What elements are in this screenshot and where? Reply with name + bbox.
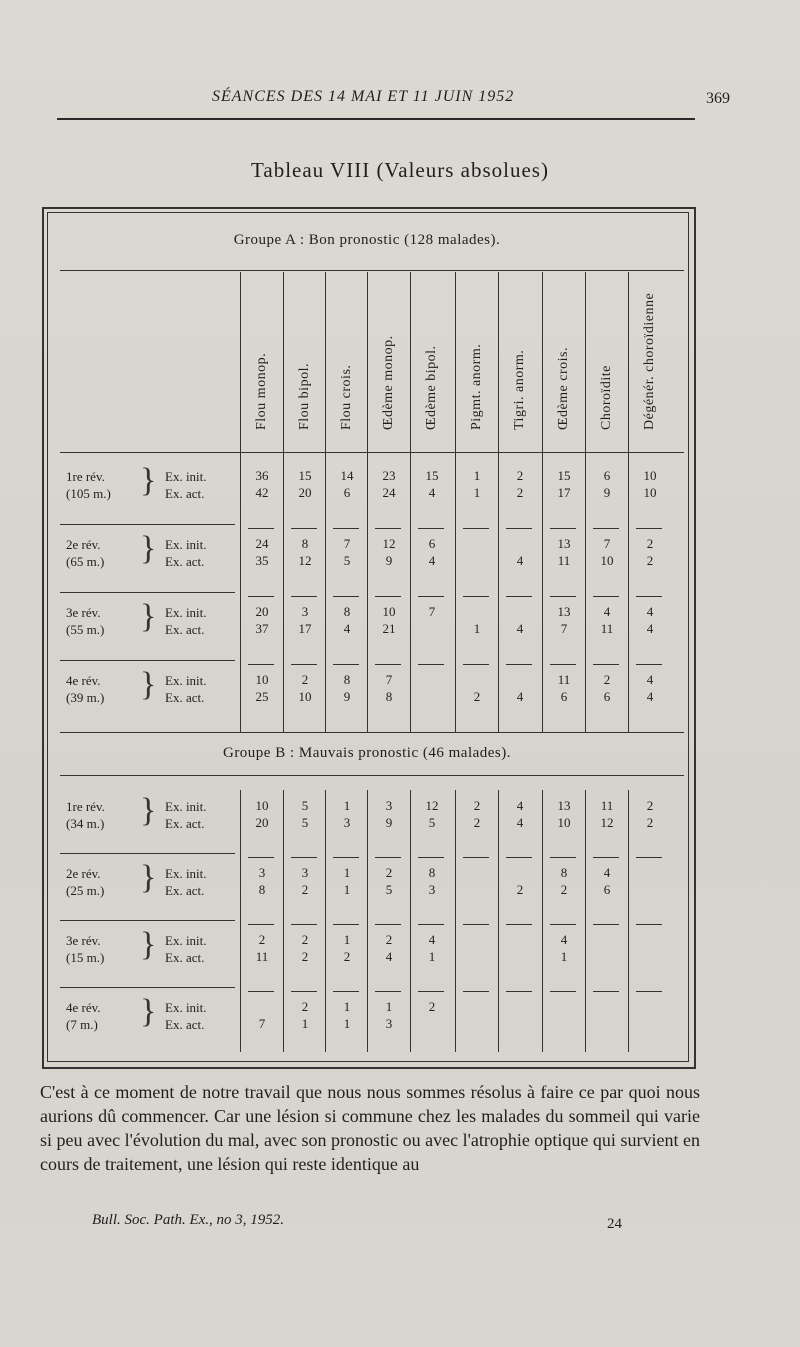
- column-dash: [636, 528, 662, 529]
- column-dash: [506, 664, 532, 665]
- cell-value-initial: 2: [646, 798, 654, 813]
- column-separator: [367, 790, 368, 1052]
- cell-value-current: 17: [298, 621, 312, 636]
- cell-value-initial: 1: [473, 468, 481, 483]
- column-dash: [418, 528, 444, 529]
- cell-value-current: 10: [557, 815, 571, 830]
- brace-glyph: }: [140, 993, 157, 1030]
- column-header-label: Choroïdite: [598, 365, 614, 430]
- column-dash: [463, 924, 489, 925]
- column-header-label: Œdème monop.: [380, 335, 396, 430]
- exam-initial-label: Ex. init.: [165, 469, 207, 484]
- column-dash: [418, 991, 444, 992]
- group-b-title: Groupe B : Mauvais pronostic (46 malades).: [222, 745, 512, 761]
- exam-labels: [165, 672, 207, 706]
- cell-value-current: 7: [560, 621, 568, 636]
- revision-patient-count: (15 m.): [66, 950, 105, 965]
- column-dash: [333, 528, 359, 529]
- column-dash: [375, 924, 401, 925]
- cell-value-initial: 12: [382, 536, 396, 551]
- cell-value-current: 2: [516, 485, 524, 500]
- group-a-title: Groupe A : Bon pronostic (128 malades).: [233, 232, 501, 248]
- column-dash: [375, 991, 401, 992]
- exam-current-label: Ex. act.: [165, 950, 205, 965]
- cell-value-initial: 4: [516, 798, 524, 813]
- cell-value-initial: 2: [258, 932, 266, 947]
- column-header: [410, 272, 453, 452]
- cell-value-current: 12: [298, 553, 312, 568]
- exam-labels: [165, 604, 207, 638]
- cell-value-initial: 4: [603, 604, 611, 619]
- cell-value-current: 3: [343, 815, 351, 830]
- cell-value-current: 4: [428, 553, 436, 568]
- cell-value-current: 1: [343, 882, 351, 897]
- cell-value-current: 5: [301, 815, 309, 830]
- group-b-revision-label: [66, 999, 101, 1033]
- cell-value-current: 11: [557, 553, 571, 568]
- cell-value-current: 7: [258, 1016, 266, 1031]
- column-dash: [593, 924, 619, 925]
- cell-value-current: 4: [516, 689, 524, 704]
- footer-signature-number: 24: [607, 1216, 622, 1232]
- cell-value-current: 1: [428, 949, 436, 964]
- exam-labels: [165, 468, 207, 502]
- exam-current-label: Ex. act.: [165, 883, 205, 898]
- cell-value-current: 3: [385, 1016, 393, 1031]
- cell-value-current: 2: [301, 882, 309, 897]
- cell-value-initial: 13: [557, 536, 571, 551]
- cell-value-initial: 23: [382, 468, 396, 483]
- exam-initial-label: Ex. init.: [165, 866, 207, 881]
- exam-initial-label: Ex. init.: [165, 1000, 207, 1015]
- cell-value-initial: 11: [600, 798, 614, 813]
- exam-current-label: Ex. act.: [165, 622, 205, 637]
- cell-value-current: 1: [473, 621, 481, 636]
- column-dash: [291, 596, 317, 597]
- column-dash: [375, 596, 401, 597]
- cell-value-initial: 10: [255, 672, 269, 687]
- group-b-revision-label: [66, 932, 104, 966]
- cell-value-current: 1: [301, 1016, 309, 1031]
- column-dash: [550, 924, 576, 925]
- exam-initial-label: Ex. init.: [165, 537, 207, 552]
- cell-value-current: 4: [516, 815, 524, 830]
- revision-name: 3e rév.: [66, 605, 101, 620]
- column-dash: [418, 596, 444, 597]
- cell-value-current: 10: [298, 689, 312, 704]
- cell-value-initial: 13: [557, 604, 571, 619]
- cell-value-current: 9: [603, 485, 611, 500]
- cell-value-initial: 3: [385, 798, 393, 813]
- column-dash: [463, 991, 489, 992]
- revision-patient-count: (34 m.): [66, 816, 105, 831]
- cell-value-current: 8: [258, 882, 266, 897]
- column-dash: [550, 596, 576, 597]
- column-header-label: Tigri. anorm.: [511, 349, 527, 430]
- cell-value-current: 2: [646, 553, 654, 568]
- row-separator: [60, 853, 235, 854]
- cell-value-initial: 8: [343, 672, 351, 687]
- column-dash: [463, 664, 489, 665]
- cell-value-current: 4: [646, 689, 654, 704]
- cell-value-initial: 1: [343, 798, 351, 813]
- column-header: [455, 272, 498, 452]
- column-separator: [240, 790, 241, 1052]
- column-header: [367, 272, 410, 452]
- column-dash: [375, 528, 401, 529]
- column-dash: [333, 991, 359, 992]
- cell-value-initial: 1: [343, 865, 351, 880]
- cell-value-current: 2: [301, 949, 309, 964]
- cell-value-current: 20: [255, 815, 269, 830]
- exam-labels: [165, 999, 207, 1033]
- cell-value-current: 4: [428, 485, 436, 500]
- cell-value-initial: 3: [301, 604, 309, 619]
- cell-value-initial: 2: [516, 468, 524, 483]
- cell-value-initial: 3: [301, 865, 309, 880]
- column-header: [283, 272, 326, 452]
- cell-value-current: 42: [255, 485, 269, 500]
- cell-value-current: 4: [646, 621, 654, 636]
- cell-value-current: 2: [560, 882, 568, 897]
- body-paragraph: C'est à ce moment de notre travail que nous nous sommes résolus à faire ce par quoi nous aurions dû commencer. Car une lésion si commune chez les malades du sommeil qui varie si peu avec l'évolution du mal, avec son pronostic ou avec l'atrophie optique qui survient en cours de traitement, une lésion qui reste identique au: [40, 1082, 700, 1174]
- column-dash: [291, 528, 317, 529]
- revision-name: 1re rév.: [66, 469, 105, 484]
- column-dash: [636, 857, 662, 858]
- column-dash: [550, 991, 576, 992]
- cell-value-current: 8: [385, 689, 393, 704]
- column-separator: [542, 790, 543, 1052]
- group-a-revision-label: [66, 604, 104, 638]
- cell-value-initial: 10: [255, 798, 269, 813]
- cell-value-initial: 7: [603, 536, 611, 551]
- group-b-revision-label: [66, 798, 105, 832]
- column-dash: [506, 924, 532, 925]
- column-header-label: Flou monop.: [253, 352, 269, 430]
- exam-current-label: Ex. act.: [165, 1017, 205, 1032]
- row-separator: [60, 920, 235, 921]
- column-dash: [550, 528, 576, 529]
- cell-value-initial: 20: [255, 604, 269, 619]
- exam-initial-label: Ex. init.: [165, 799, 207, 814]
- cell-value-initial: 5: [301, 798, 309, 813]
- group-a-revision-label: [66, 468, 111, 502]
- cell-value-current: 4: [516, 621, 524, 636]
- column-dash: [291, 924, 317, 925]
- column-header: [325, 272, 368, 452]
- column-dash: [636, 664, 662, 665]
- revision-patient-count: (25 m.): [66, 883, 105, 898]
- column-header: [240, 272, 283, 452]
- cell-value-current: 2: [516, 882, 524, 897]
- cell-value-current: 1: [560, 949, 568, 964]
- cell-value-current: 11: [600, 621, 614, 636]
- brace-glyph: }: [140, 530, 157, 567]
- column-separator: [283, 790, 284, 1052]
- cell-value-current: 3: [428, 882, 436, 897]
- column-dash: [506, 528, 532, 529]
- column-dash: [636, 924, 662, 925]
- column-dash: [248, 528, 274, 529]
- column-dash: [463, 596, 489, 597]
- revision-patient-count: (7 m.): [66, 1017, 98, 1032]
- cell-value-current: 2: [473, 815, 481, 830]
- row-separator: [60, 524, 235, 525]
- column-dash: [333, 664, 359, 665]
- footer-citation: Bull. Soc. Path. Ex., no 3, 1952.: [92, 1212, 285, 1228]
- cell-value-initial: 2: [646, 536, 654, 551]
- cell-value-initial: 15: [298, 468, 312, 483]
- column-dash: [291, 857, 317, 858]
- column-dash: [418, 664, 444, 665]
- cell-value-initial: 4: [603, 865, 611, 880]
- cell-value-current: 20: [298, 485, 312, 500]
- cell-value-current: 1: [473, 485, 481, 500]
- column-header-label: Œdème bipol.: [423, 345, 439, 430]
- row-separator: [60, 592, 235, 593]
- cell-value-initial: 10: [382, 604, 396, 619]
- cell-value-initial: 8: [560, 865, 568, 880]
- group-b-revision-label: [66, 865, 104, 899]
- revision-name: 2e rév.: [66, 537, 101, 552]
- revision-patient-count: (65 m.): [66, 554, 105, 569]
- cell-value-initial: 12: [425, 798, 439, 813]
- cell-value-current: 24: [382, 485, 396, 500]
- running-head-title: SÉANCES DES 14 MAI ET 11 JUIN 1952: [212, 88, 515, 105]
- column-header: [628, 272, 671, 452]
- group-a-revision-label: [66, 672, 104, 706]
- column-dash: [593, 596, 619, 597]
- cell-value-initial: 4: [428, 932, 436, 947]
- column-dash: [506, 991, 532, 992]
- cell-value-initial: 24: [255, 536, 269, 551]
- exam-current-label: Ex. act.: [165, 554, 205, 569]
- cell-value-initial: 2: [428, 999, 436, 1014]
- revision-name: 1re rév.: [66, 799, 105, 814]
- revision-name: 4e rév.: [66, 1000, 101, 1015]
- cell-value-initial: 4: [560, 932, 568, 947]
- column-dash: [333, 596, 359, 597]
- cell-value-initial: 15: [557, 468, 571, 483]
- cell-value-current: 10: [643, 485, 657, 500]
- cell-value-current: 9: [385, 815, 393, 830]
- column-dash: [636, 596, 662, 597]
- column-dash: [463, 857, 489, 858]
- column-dash: [463, 528, 489, 529]
- cell-value-current: 2: [473, 689, 481, 704]
- cell-value-initial: 8: [301, 536, 309, 551]
- exam-labels: [165, 932, 207, 966]
- column-dash: [593, 857, 619, 858]
- cell-value-current: 21: [382, 621, 396, 636]
- cell-value-current: 6: [603, 689, 611, 704]
- column-dash: [248, 991, 274, 992]
- cell-value-current: 1: [343, 1016, 351, 1031]
- column-dash: [248, 857, 274, 858]
- cell-value-current: 37: [255, 621, 269, 636]
- cell-value-current: 9: [385, 553, 393, 568]
- exam-labels: [165, 798, 207, 832]
- column-dash: [291, 664, 317, 665]
- cell-value-initial: 2: [301, 672, 309, 687]
- cell-value-current: 6: [560, 689, 568, 704]
- column-dash: [550, 664, 576, 665]
- cell-value-initial: 2: [301, 932, 309, 947]
- cell-value-initial: 4: [646, 672, 654, 687]
- column-dash: [593, 991, 619, 992]
- column-dash: [418, 857, 444, 858]
- cell-value-initial: 1: [343, 999, 351, 1014]
- row-separator: [60, 987, 235, 988]
- cell-value-current: 12: [600, 815, 614, 830]
- exam-labels: [165, 865, 207, 899]
- cell-value-current: 4: [516, 553, 524, 568]
- exam-labels: [165, 536, 207, 570]
- brace-glyph: }: [140, 666, 157, 703]
- group-b-title-rule: [60, 775, 684, 776]
- cell-value-initial: 10: [643, 468, 657, 483]
- column-separator: [325, 790, 326, 1052]
- column-separator: [410, 790, 411, 1052]
- cell-value-initial: 2: [473, 798, 481, 813]
- column-dash: [506, 596, 532, 597]
- column-dash: [636, 991, 662, 992]
- header-rule: [57, 118, 695, 120]
- column-dash: [506, 857, 532, 858]
- cell-value-initial: 6: [603, 468, 611, 483]
- column-header-label: Dégénér. choroïdienne: [641, 292, 657, 430]
- brace-glyph: }: [140, 598, 157, 635]
- column-header: [542, 272, 585, 452]
- cell-value-current: 25: [255, 689, 269, 704]
- cell-value-initial: 8: [428, 865, 436, 880]
- cell-value-initial: 4: [646, 604, 654, 619]
- column-dash: [248, 924, 274, 925]
- group-a-end-rule: [60, 732, 684, 733]
- cell-value-initial: 13: [557, 798, 571, 813]
- cell-value-initial: 2: [301, 999, 309, 1014]
- cell-value-current: 10: [600, 553, 614, 568]
- cell-value-initial: 1: [343, 932, 351, 947]
- column-dash: [375, 857, 401, 858]
- column-header-label: Flou crois.: [338, 364, 354, 430]
- column-dash: [418, 924, 444, 925]
- cell-value-current: 9: [343, 689, 351, 704]
- table-title: Tableau VIII (Valeurs absolues): [251, 158, 549, 182]
- column-dash: [333, 924, 359, 925]
- column-dash: [593, 664, 619, 665]
- revision-name: 3e rév.: [66, 933, 101, 948]
- column-header-label: Œdème crois.: [555, 347, 571, 430]
- cell-value-initial: 2: [385, 865, 393, 880]
- exam-initial-label: Ex. init.: [165, 605, 207, 620]
- group-a-revision-label: [66, 536, 104, 570]
- cell-value-initial: 14: [340, 468, 354, 483]
- cell-value-initial: 2: [603, 672, 611, 687]
- column-header: [585, 272, 628, 452]
- exam-initial-label: Ex. init.: [165, 933, 207, 948]
- cell-value-current: 17: [557, 485, 571, 500]
- column-separator: [628, 790, 629, 1052]
- cell-value-current: 6: [343, 485, 351, 500]
- cell-value-initial: 2: [385, 932, 393, 947]
- cell-value-current: 35: [255, 553, 269, 568]
- column-dash: [593, 528, 619, 529]
- brace-glyph: }: [140, 462, 157, 499]
- cell-value-current: 4: [343, 621, 351, 636]
- cell-value-initial: 1: [385, 999, 393, 1014]
- cell-value-current: 4: [385, 949, 393, 964]
- exam-current-label: Ex. act.: [165, 486, 205, 501]
- group-a-title-rule: [60, 270, 684, 271]
- cell-value-initial: 15: [425, 468, 439, 483]
- cell-value-current: 2: [646, 815, 654, 830]
- cell-value-initial: 7: [343, 536, 351, 551]
- cell-value-initial: 36: [255, 468, 269, 483]
- row-separator: [60, 660, 235, 661]
- cell-value-current: 6: [603, 882, 611, 897]
- column-dash: [291, 991, 317, 992]
- cell-value-initial: 6: [428, 536, 436, 551]
- cell-value-current: 5: [428, 815, 436, 830]
- column-header: [498, 272, 541, 452]
- column-dash: [550, 857, 576, 858]
- cell-value-current: 2: [343, 949, 351, 964]
- cell-value-initial: 8: [343, 604, 351, 619]
- revision-patient-count: (55 m.): [66, 622, 105, 637]
- cell-value-current: 11: [255, 949, 269, 964]
- page-number: 369: [706, 90, 730, 107]
- column-dash: [248, 664, 274, 665]
- column-dash: [248, 596, 274, 597]
- exam-current-label: Ex. act.: [165, 690, 205, 705]
- column-separator: [585, 790, 586, 1052]
- running-head: [0, 88, 800, 112]
- column-header-label: Pigmt. anorm.: [468, 343, 484, 430]
- revision-name: 2e rév.: [66, 866, 101, 881]
- cell-value-current: 5: [343, 553, 351, 568]
- cell-value-current: 5: [385, 882, 393, 897]
- brace-glyph: }: [140, 926, 157, 963]
- brace-glyph: }: [140, 792, 157, 829]
- column-dash: [375, 664, 401, 665]
- column-dash: [333, 857, 359, 858]
- cell-value-initial: 3: [258, 865, 266, 880]
- revision-name: 4e rév.: [66, 673, 101, 688]
- header-rule-bottom: [60, 452, 684, 453]
- cell-value-initial: 11: [557, 672, 571, 687]
- cell-value-initial: 7: [385, 672, 393, 687]
- revision-patient-count: (105 m.): [66, 486, 111, 501]
- column-separator: [455, 790, 456, 1052]
- exam-current-label: Ex. act.: [165, 816, 205, 831]
- exam-initial-label: Ex. init.: [165, 673, 207, 688]
- column-header-label: Flou bipol.: [296, 363, 312, 430]
- revision-patient-count: (39 m.): [66, 690, 105, 705]
- column-separator: [498, 790, 499, 1052]
- cell-value-initial: 7: [428, 604, 436, 619]
- brace-glyph: }: [140, 859, 157, 896]
